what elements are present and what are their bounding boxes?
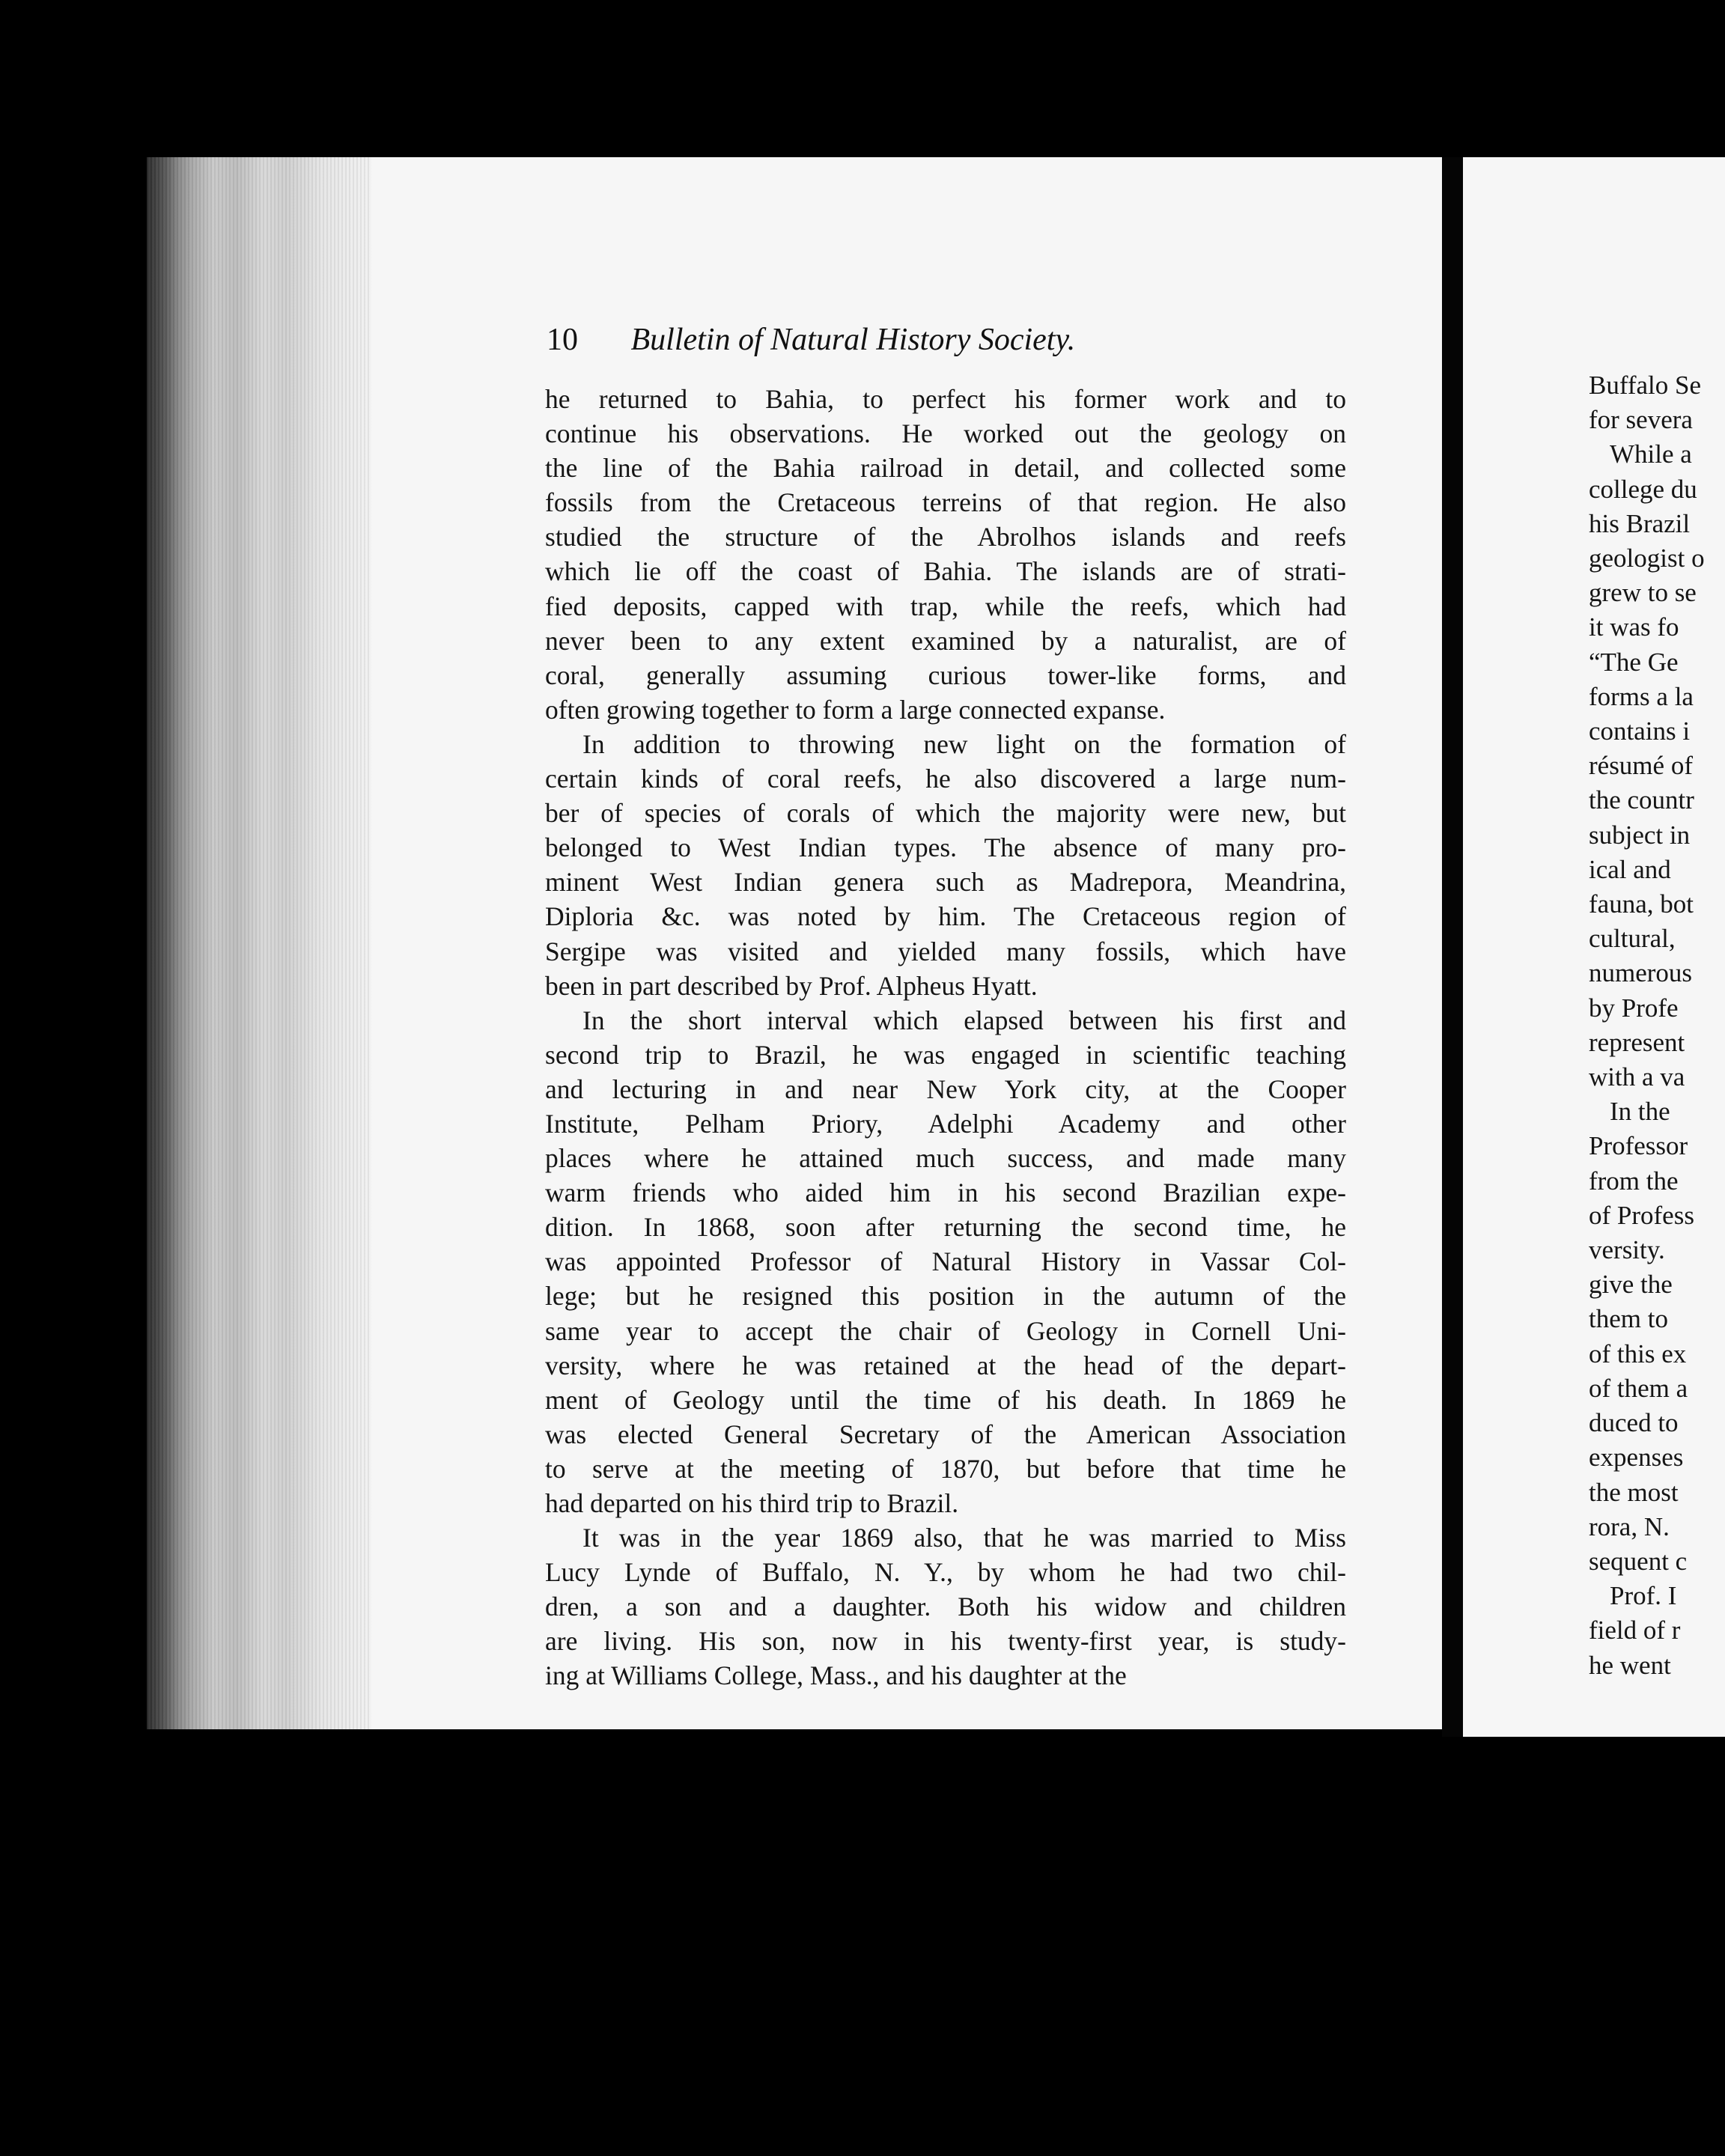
right-page-line: grew to se [1589,578,1697,608]
text-line: It was in the year 1869 also, that he was married to Miss [582,1523,1346,1553]
text-line: he returned to Bahia, to perfect his former work and to [545,384,1346,414]
right-page-line: versity. [1589,1235,1665,1265]
text-line: belonged to West Indian types. The absence of many pro- [545,832,1346,863]
text-line: continue his observations. He worked out the geology on [545,418,1346,449]
text-line: certain kinds of coral reefs, he also discovered a large num- [545,764,1346,794]
right-page-line: field of r [1589,1616,1681,1645]
right-page-line: forms a la [1589,681,1694,711]
text-line: ing at Williams College, Mass., and his daughter at the [545,1660,1127,1691]
text-line: studied the structure of the Abrolhos islands and reefs [545,522,1346,552]
text-line: lege; but he resigned this position in the autumn of the [545,1281,1346,1312]
text-line: In addition to throwing new light on the formation of [582,728,1346,759]
right-page-line: résumé of [1589,751,1693,781]
right-page-line: While a [1610,439,1692,469]
right-page-text [1589,368,1725,1683]
right-page-line: his Brazil [1589,508,1691,538]
text-line: never been to any extent examined by a naturalist, are of [545,625,1346,656]
right-page-line: of this ex [1589,1339,1687,1368]
text-line: fied deposits, capped with trap, while the reefs, which had [545,591,1346,621]
right-page-line: for severa [1589,405,1693,435]
right-page-line: subject in [1589,820,1691,850]
right-page-line: cultural, [1589,924,1676,954]
right-page-line: duced to [1589,1408,1679,1438]
text-line: versity, where he was retained at the head of the depart- [545,1350,1346,1380]
right-page-line: geologist o [1589,543,1705,573]
right-page-line: from the [1589,1166,1679,1196]
text-line: fossils from the Cretaceous terreins of that region. He also [545,487,1346,518]
text-line: often growing together to form a large connected expanse. [545,694,1166,725]
right-page-line: In the [1610,1097,1670,1127]
text-line: Sergipe was visited and yielded many fossils, which have [545,936,1346,966]
right-page-line: of Profess [1589,1200,1694,1230]
right-page-line: represent [1589,1027,1685,1057]
text-line: places where he attained much success, and made many [545,1143,1346,1174]
text-line: ment of Geology until the time of his death. In 1869 he [545,1384,1346,1415]
right-page-line: of them a [1589,1373,1688,1403]
right-page-line: contains i [1589,716,1691,746]
right-page-line: it was fo [1589,612,1679,642]
body-text [545,382,1346,1693]
right-page-line: Prof. I [1610,1581,1677,1611]
running-head [547,322,1295,367]
text-line: dren, a son and a daughter. Both his widow and children [545,1592,1346,1622]
right-page-line: give the [1589,1270,1673,1300]
right-page-line: ical and [1589,854,1671,884]
right-page-line: expenses [1589,1443,1684,1473]
text-line: Diploria &c. was noted by him. The Cretaceous region of [545,901,1346,932]
right-page-line: the countr [1589,785,1694,815]
text-line: which lie off the coast of Bahia. The islands are of strati- [545,556,1346,587]
text-line: the line of the Bahia railroad in detail, and collected some [545,453,1346,484]
text-line: In the short interval which elapsed between his first and [582,1005,1346,1035]
text-line: Lucy Lynde of Buffalo, N. Y., by whom he had two chil- [545,1557,1346,1588]
right-page-line: the most [1589,1477,1679,1507]
page-number: 10 [547,323,578,357]
running-title: Bulletin of Natural History Society. [630,323,1076,357]
right-page-line: numerous [1589,958,1693,988]
right-page-line: sequent c [1589,1546,1688,1576]
text-line: dition. In 1868, soon after returning the second time, he [545,1212,1346,1243]
text-line: coral, generally assuming curious tower-like forms, and [545,660,1346,690]
right-page-line: with a va [1589,1062,1685,1092]
right-page-line: rora, N. [1589,1511,1670,1541]
text-line: and lecturing in and near New York city, at the Cooper [545,1074,1346,1104]
right-page-line: fauna, bot [1589,889,1694,919]
text-line: Institute, Pelham Priory, Adelphi Academy and other [545,1108,1346,1139]
right-page-line: college du [1589,474,1697,504]
text-line: to serve at the meeting of 1870, but before that time he [545,1453,1346,1484]
right-page-line: Professor [1589,1131,1688,1161]
text-line: ber of species of corals of which the majority were new, but [545,798,1346,829]
right-page-line: by Profe [1589,993,1679,1023]
text-line: been in part described by Prof. Alpheus Hyatt. [545,970,1038,1001]
text-line: minent West Indian genera such as Madrepora, Meandrina, [545,867,1346,898]
text-line: warm friends who aided him in his second Brazilian expe- [545,1178,1346,1208]
text-line: are living. His son, now in his twenty-first year, is study- [545,1626,1346,1657]
right-page-line: them to [1589,1304,1668,1334]
text-line: same year to accept the chair of Geology in Cornell Uni- [545,1315,1346,1346]
text-line: was elected General Secretary of the American Association [545,1419,1346,1449]
book-page-edges [147,157,371,1729]
right-page-line: “The Ge [1589,647,1679,677]
right-page-line: Buffalo Se [1589,371,1702,400]
text-line: had departed on his third trip to Brazil. [545,1488,959,1518]
book-gutter [1442,157,1463,1737]
text-line: was appointed Professor of Natural History in Vassar Col- [545,1246,1346,1277]
right-page-line: he went [1589,1650,1671,1680]
text-line: second trip to Brazil, he was engaged in scientific teaching [545,1039,1346,1070]
